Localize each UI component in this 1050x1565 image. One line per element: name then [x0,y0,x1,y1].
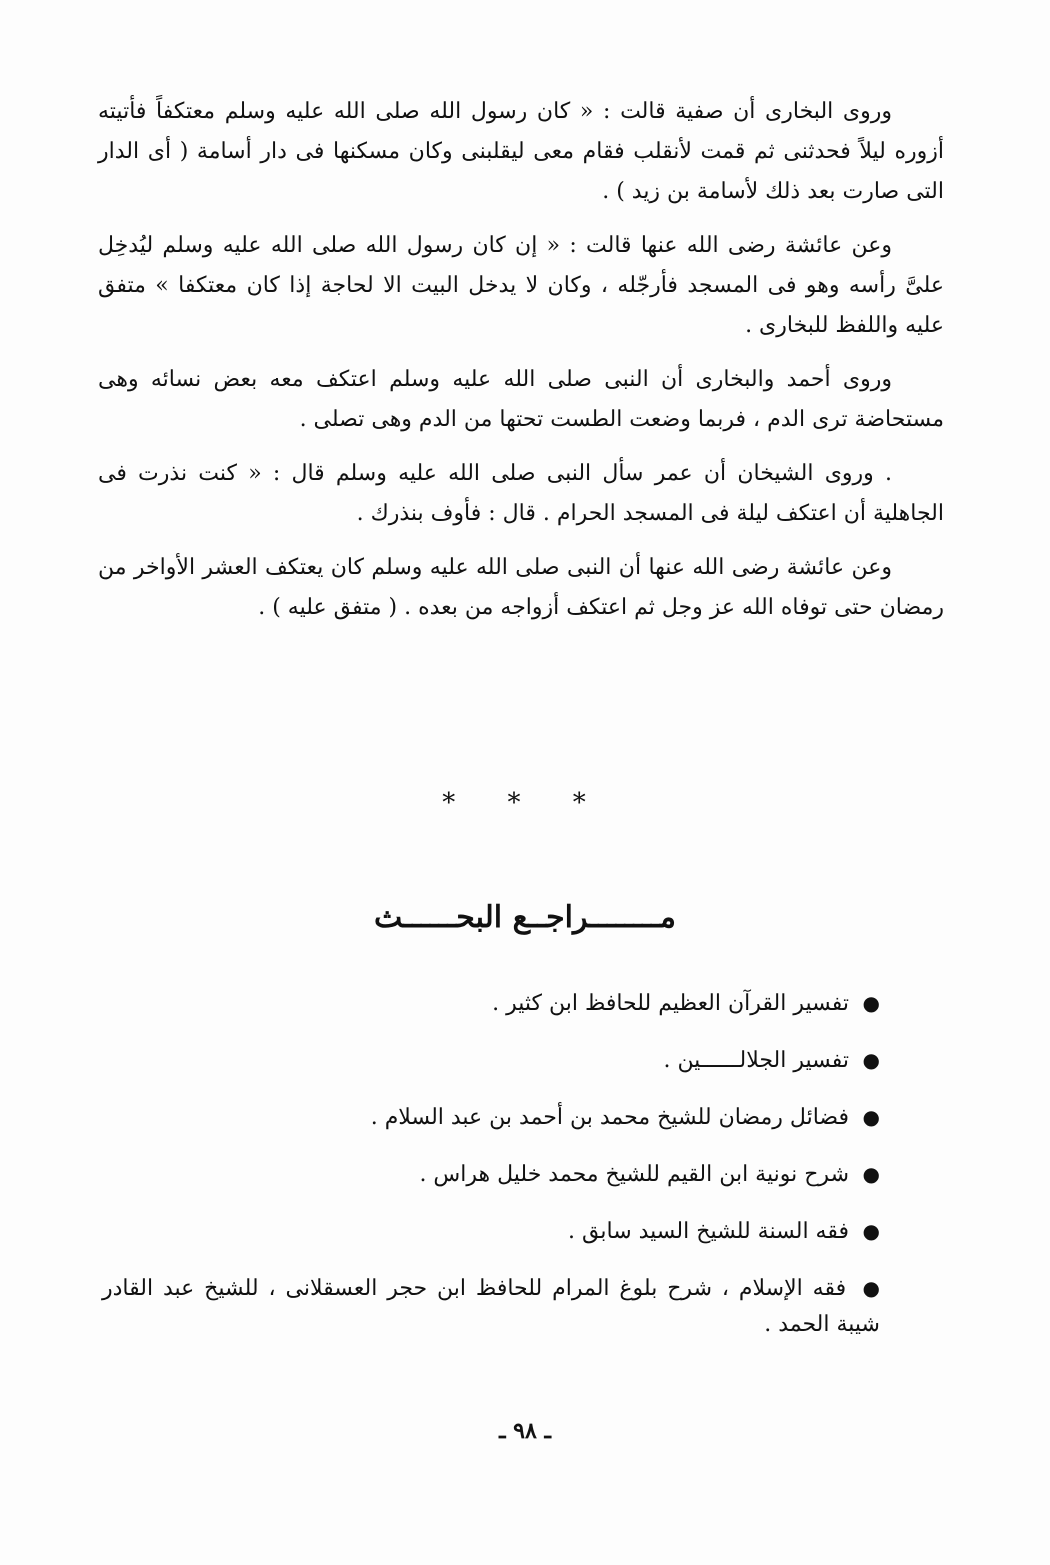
reference-item [100,1156,880,1193]
reference-text: تفسير القرآن العظيم للحافظ ابن كثير . [492,991,849,1016]
reference-text: تفسير الجلالــــــين . [663,1048,849,1073]
reference-item [102,1270,946,1343]
bullet-icon: ● [862,1162,880,1186]
paragraph-ahmad-bukhari-hadith: وروى أحمد والبخارى أن النبى صلى الله عليه وسلم اعتكف معه بعض نسائه وهى مستحاضة ترى الدم ، فربما وضعت الطست تحتها من الدم وهى تصلى . [98,367,944,432]
paragraph-safiyya-hadith: وروى البخارى أن صفية قالت : « كان رسول الله صلى الله عليه وسلم معتكفاً فأتيته أزوره ليلاً فحدثنى ثم قمت لأنقلب فقام معى ليقلبنى وكان مسكنها فى دار أسامة ( أى الدار التى صارت بعد ذلك لأسامة بن زيد ) . [98,99,944,204]
bullet-icon: ● [862,1276,880,1300]
reference-text: فضائل رمضان للشيخ محمد بن أحمد بن عبد السلام . [370,1105,849,1130]
paragraph-umar-vow-hadith: . وروى الشيخان أن عمر سأل النبى صلى الله عليه وسلم قال : « كنت نذرت فى الجاهلية أن اعتكف ليلة فى المسجد الحرام . قال : فأوف بنذرك . [98,461,944,526]
reference-text: شرح نونية ابن القيم للشيخ محمد خليل هراس . [419,1162,849,1187]
bullet-icon: ● [862,1105,880,1129]
paragraph-aisha-hadith: وعن عائشة رضى الله عنها قالت : « إن كان رسول الله صلى الله عليه وسلم ليُدخِل علىَّ رأسه وهو فى المسجد فأرجّله ، وكان لا يدخل البيت الا لحاجة إذا كان معتكفا » متفق عليه واللفظ للبخارى . [98,233,944,338]
reference-item [100,1099,880,1136]
reference-item [100,1042,880,1079]
page-number: ـ ٩٨ ـ [499,1418,551,1444]
references-list [100,985,880,1363]
reference-text: فقه الإسلام ، شرح بلوغ المرام للحافظ ابن حجر العسقلانى ، للشيخ عبد القادر شيبة الحمد . [102,1276,880,1337]
paragraph-last-ten-nights-hadith: وعن عائشة رضى الله عنها أن النبى صلى الله عليه وسلم كان يعتكف العشر الأواخر من رمضان حتى توفاه الله عز وجل ثم اعتكف أزواجه من بعده . ( متفق عليه ) . [98,555,944,620]
reference-item [100,1213,880,1250]
reference-item [100,985,880,1022]
references-heading: مــــــــراجــع البحــــــث [374,900,676,935]
bullet-icon: ● [862,991,880,1015]
body-text [98,92,944,642]
bullet-icon: ● [862,1219,880,1243]
bullet-icon: ● [862,1048,880,1072]
section-separator: * * * [442,788,608,818]
reference-text: فقه السنة للشيخ السيد سابق . [568,1219,849,1244]
